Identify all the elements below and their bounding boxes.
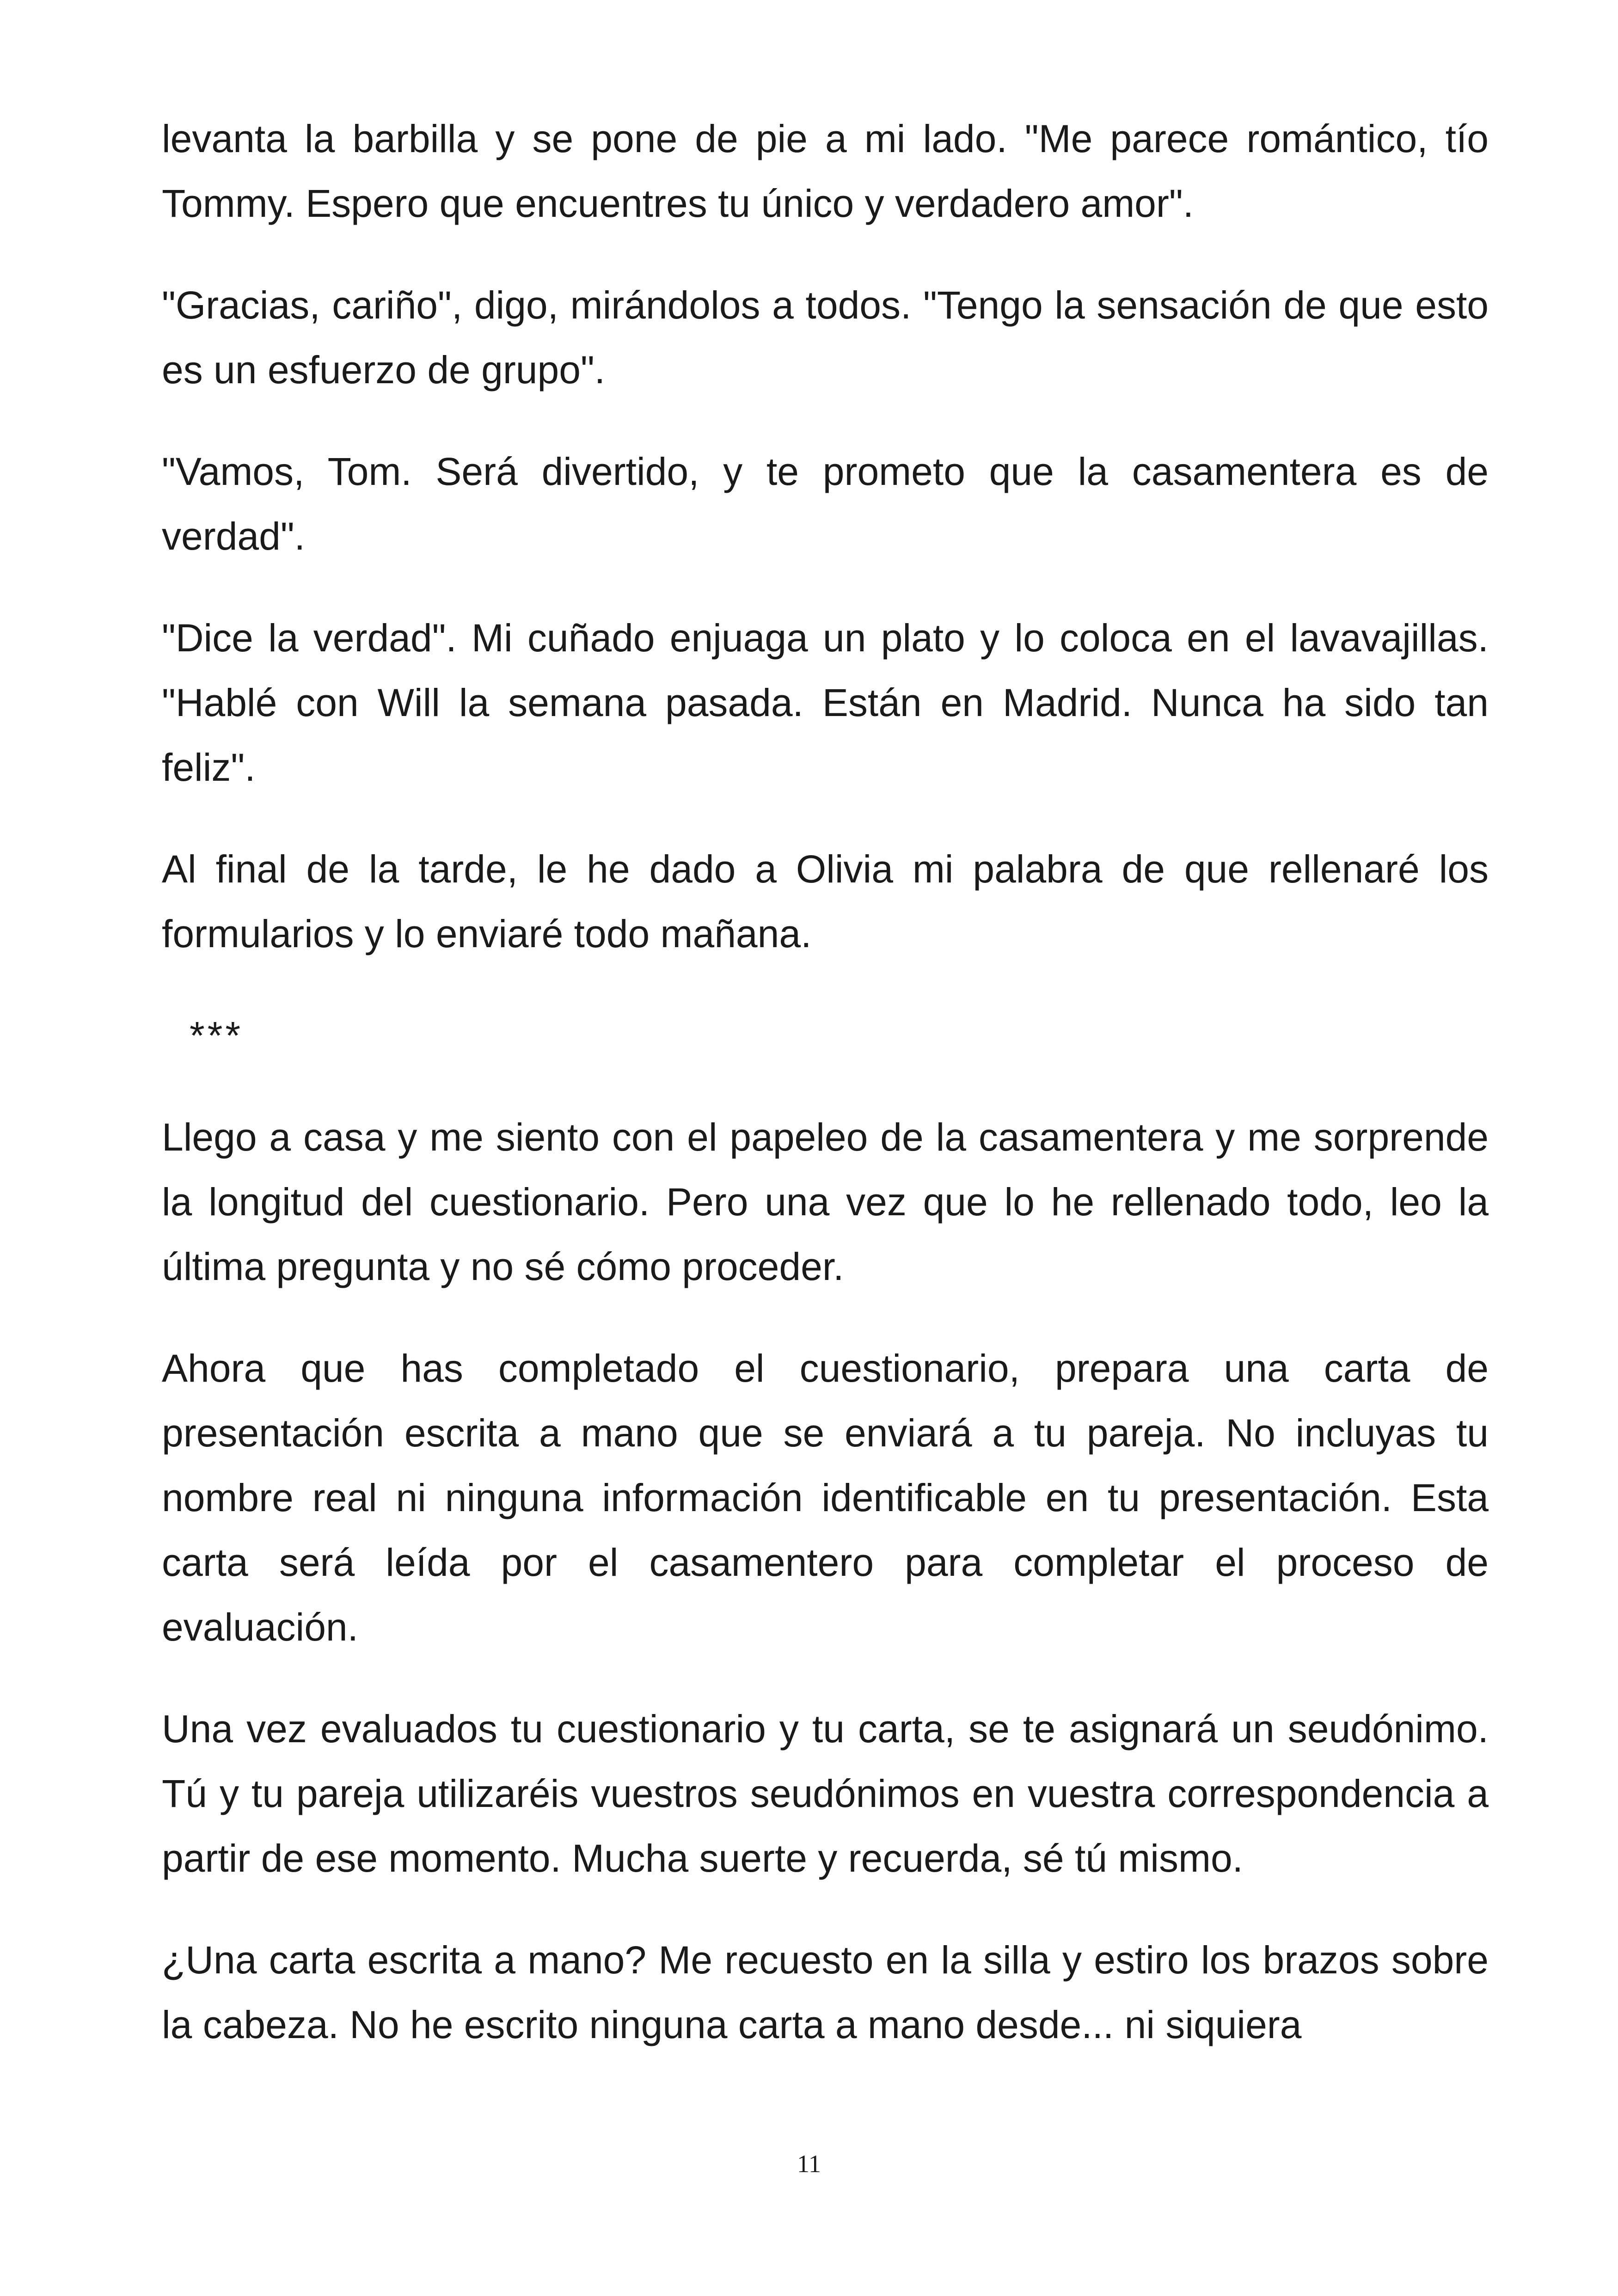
paragraph: "Dice la verdad". Mi cuñado enjuaga un plato y lo coloca en el lavavajillas. "Hablé con Will la semana pasada. Están en Madrid. Nunca ha sido tan feliz". [162,616,1489,789]
scene-separator: *** [190,1014,244,1057]
body-text [162,106,1489,2094]
paragraph: ¿Una carta escrita a mano? Me recuesto en la silla y estiro los brazos sobre la cabeza. No he escrito ninguna carta a mano desde... ni siquiera [162,1938,1489,2046]
paragraph: "Gracias, cariño", digo, mirándolos a todos. "Tengo la sensación de que esto es un esfuerzo de grupo". [162,283,1489,392]
paragraph: Ahora que has completado el cuestionario, prepara una carta de presentación escrita a mano que se enviará a tu pareja. No incluyas tu nombre real ni ninguna información identificable en tu presentación. Esta carta será leída por el casamentero para completar el proceso de evaluación. [162,1347,1489,1649]
page-number: 11 [797,2150,821,2178]
paragraph: "Vamos, Tom. Será divertido, y te prometo que la casamentera es de verdad". [162,450,1489,558]
paragraph: Una vez evaluados tu cuestionario y tu carta, se te asignará un seudónimo. Tú y tu pareja utilizaréis vuestros seudónimos en vuestra correspondencia a partir de ese momento. Mucha suerte y recuerda, sé tú mismo. [162,1707,1489,1880]
paragraph: Al final de la tarde, le he dado a Olivia mi palabra de que rellenaré los formularios y lo enviaré todo mañana. [162,847,1489,955]
paragraph: Llego a casa y me siento con el papeleo de la casamentera y me sorprende la longitud del cuestionario. Pero una vez que lo he rellenado todo, leo la última pregunta y no sé cómo proceder. [162,1115,1489,1288]
paragraph: levanta la barbilla y se pone de pie a mi lado. "Me parece romántico, tío Tommy. Espero que encuentres tu único y verdadero amor". [162,117,1489,225]
